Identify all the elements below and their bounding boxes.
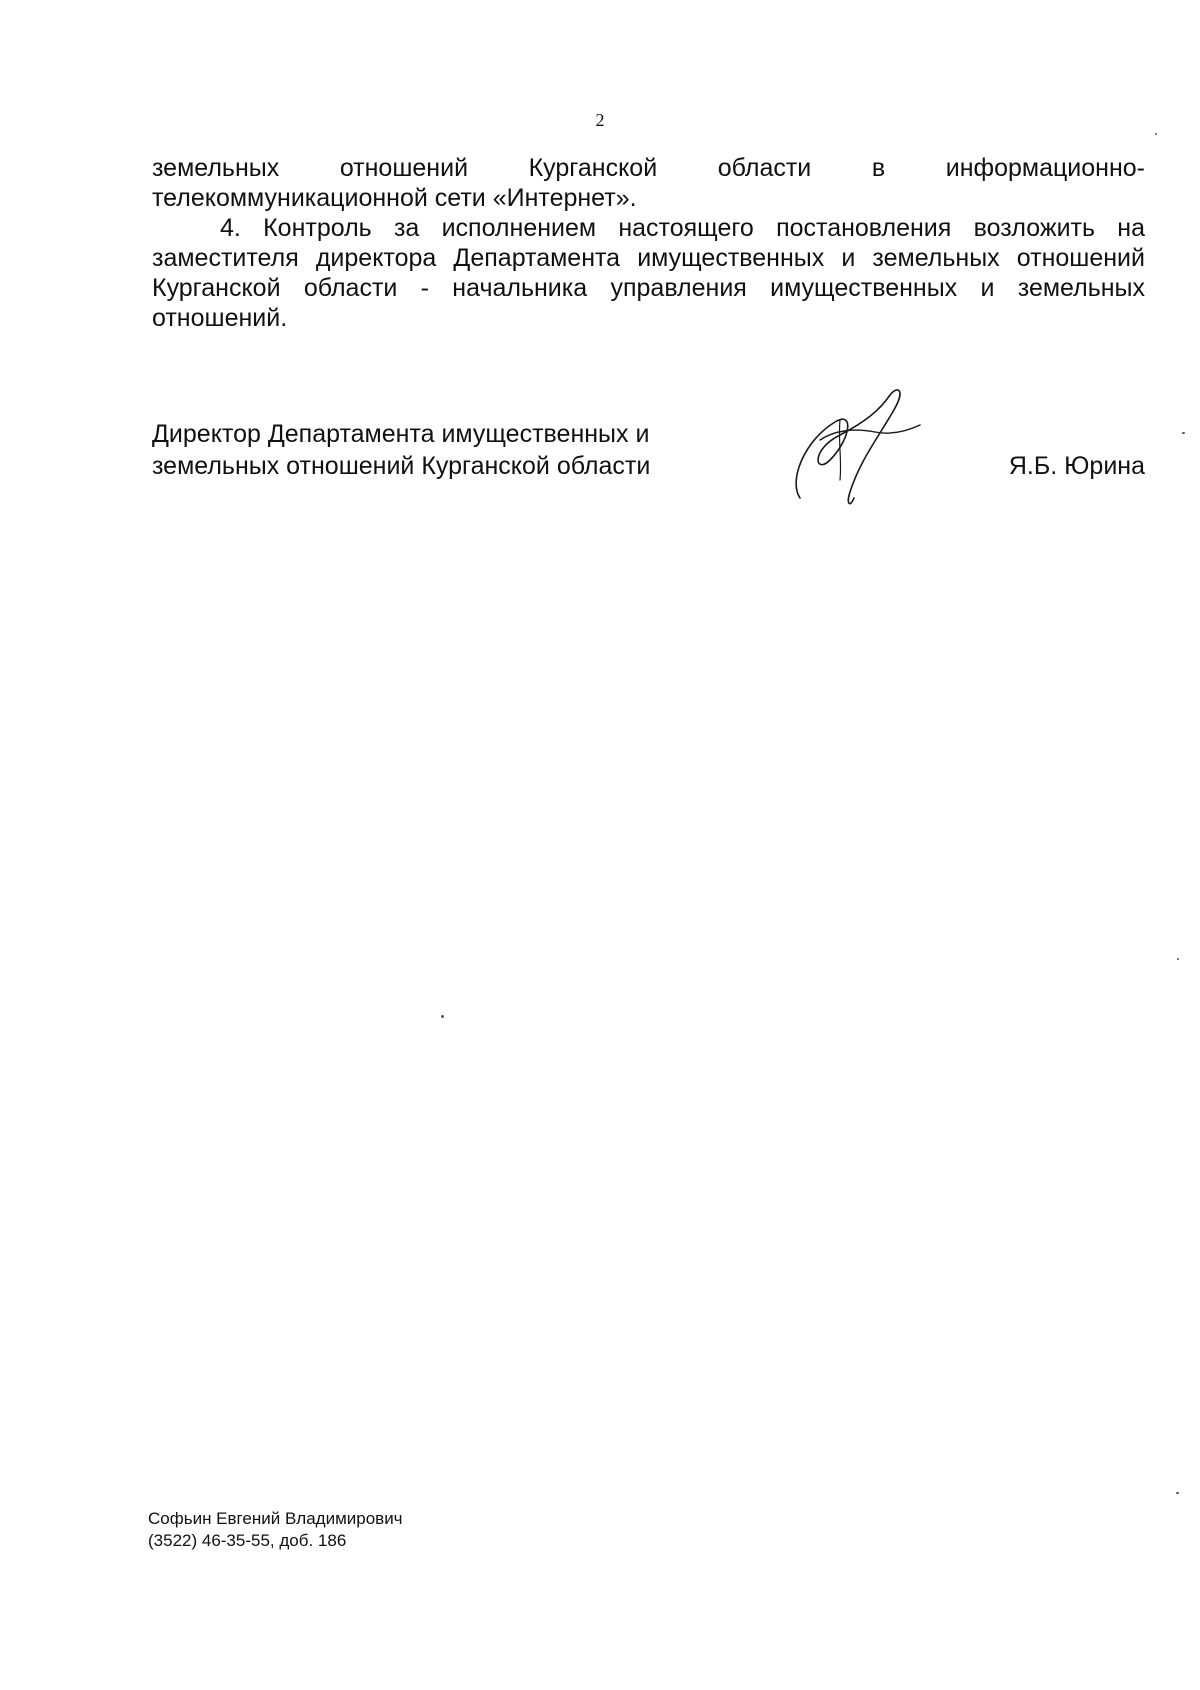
scan-speck	[1176, 1492, 1179, 1494]
page-number: 2	[595, 110, 605, 130]
executor-block	[148, 1508, 403, 1552]
signatory-position-line-1: Директор Департамента имущественных и	[152, 420, 650, 448]
scan-speck	[441, 1015, 444, 1018]
signatory-name: Я.Б. Юрина	[1008, 452, 1145, 480]
executor-name: Софьин Евгений Владимирович	[148, 1509, 403, 1528]
scan-speck	[1182, 432, 1185, 434]
paragraph-continuation: земельных отношений Курганской области в информационно-телекоммуникационной сети «Интернет».	[152, 154, 1145, 212]
scan-speck	[1177, 958, 1179, 960]
signatory-position	[152, 418, 650, 482]
executor-phone: (3522) 46-35-55, доб. 186	[148, 1531, 347, 1550]
document-body	[152, 153, 1145, 333]
handwritten-signature-icon	[780, 380, 930, 510]
signatory-position-line-2: земельных отношений Курганской области	[152, 452, 651, 480]
paragraph-item-4: 4. Контроль за исполнением настоящего постановления возложить на заместителя директора Департамента имущественных и земельных отношений Курганской области - начальника управления имущественных и земельных отношений.	[152, 214, 1145, 332]
scan-speck	[1155, 133, 1157, 135]
